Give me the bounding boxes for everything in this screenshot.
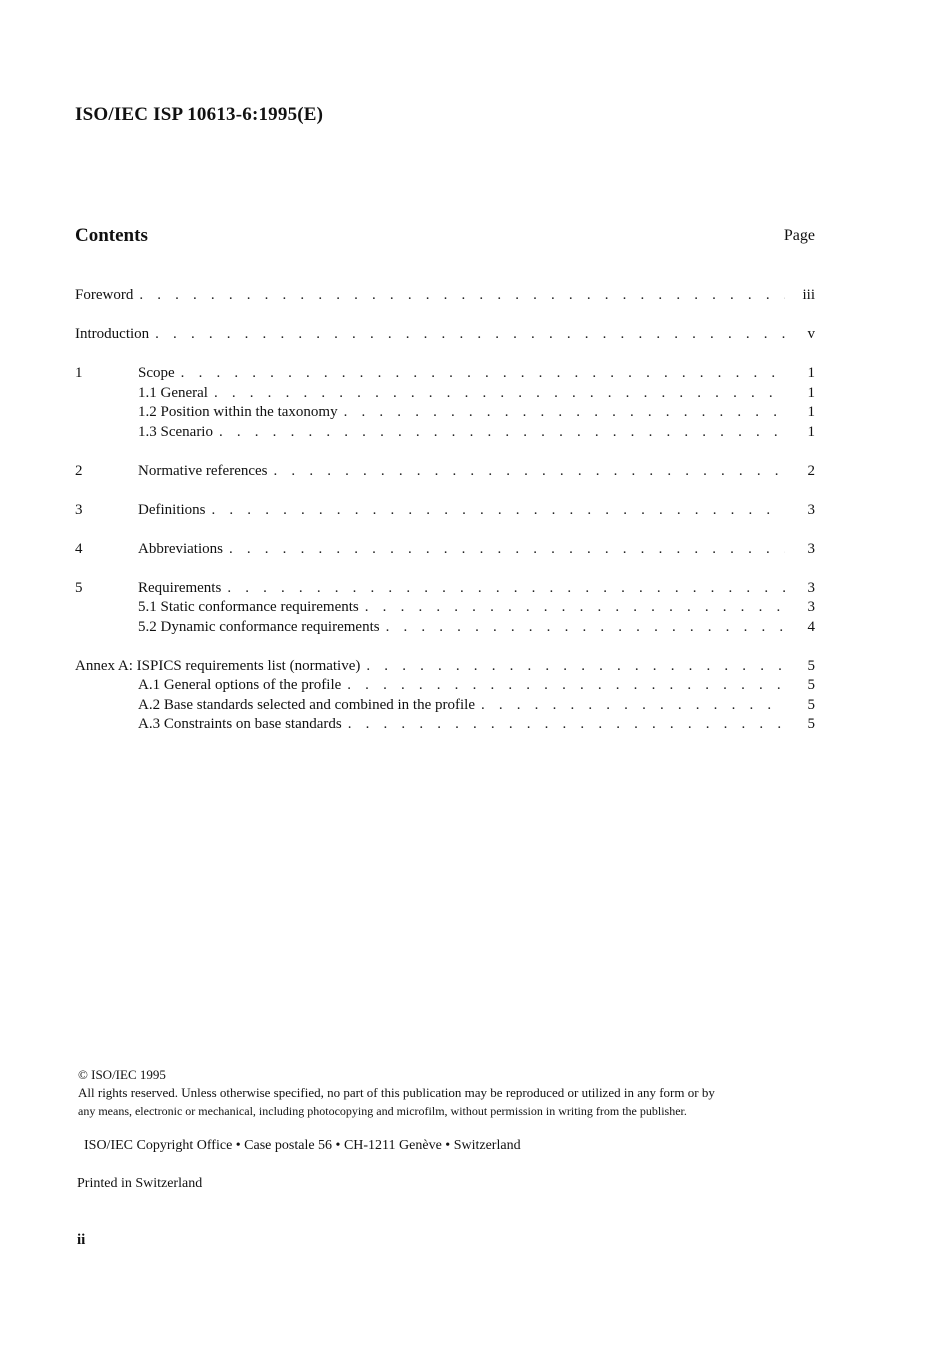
dot-leader [274, 462, 785, 482]
toc-section-number: 3 [75, 501, 83, 518]
toc-entry-dynamic-conformance[interactable] [75, 618, 815, 638]
copyright-line: © ISO/IEC 1995 [78, 1067, 166, 1082]
toc-entry-requirements[interactable] [75, 579, 815, 599]
toc-page-number: 3 [807, 501, 815, 518]
toc-entry-label: 5.1 Static conformance requirements [138, 598, 365, 618]
page-number: ii [77, 1232, 86, 1248]
toc-entry-general[interactable] [75, 384, 815, 404]
dot-leader [347, 676, 785, 696]
toc-entry-label: A.3 Constraints on base standards [138, 715, 348, 735]
toc-page-number: 1 [807, 365, 815, 381]
toc-entry-label: A.1 General options of the profile [138, 676, 347, 696]
toc-section-number: 1 [75, 365, 83, 381]
dot-leader [227, 579, 785, 599]
toc-entry-label: Annex A: ISPICS requirements list (normative) [75, 657, 366, 677]
copyright-notice [78, 1066, 823, 1120]
dot-leader [155, 325, 785, 345]
toc-entry-abbreviations[interactable] [75, 540, 815, 560]
toc-entry-label: Normative references [138, 462, 274, 482]
toc-page-number: 3 [807, 540, 815, 557]
table-of-contents [75, 286, 815, 735]
toc-entry-foreword[interactable] [75, 286, 815, 306]
toc-entry-general-options[interactable] [75, 676, 815, 696]
toc-section-number: 5 [75, 579, 83, 596]
toc-page-number: 1 [807, 404, 815, 420]
dot-leader [181, 364, 785, 384]
toc-entry-label: Scope [138, 364, 181, 384]
dot-leader [386, 618, 785, 638]
toc-entry-base-standards[interactable] [75, 696, 815, 716]
toc-entry-label: 1.2 Position within the taxonomy [138, 403, 344, 423]
toc-page-number: v [807, 326, 815, 342]
toc-page-number: 1 [807, 423, 815, 440]
toc-page-number: 5 [807, 696, 815, 713]
toc-section-number: 2 [75, 462, 83, 479]
toc-page-number: 2 [807, 462, 815, 479]
toc-entry-annex-a[interactable] [75, 657, 815, 677]
toc-entry-constraints[interactable] [75, 715, 815, 735]
dot-leader [348, 715, 785, 735]
dot-leader [481, 696, 785, 716]
toc-page-number: 5 [807, 677, 815, 693]
copyright-office-address: ISO/IEC Copyright Office • Case postale 56 • CH-1211 Genève • Switzerland [84, 1138, 521, 1153]
toc-entry-definitions[interactable] [75, 501, 815, 521]
dot-leader [366, 657, 785, 677]
toc-page-number: 5 [807, 716, 815, 732]
toc-page-number: 3 [807, 579, 815, 596]
toc-entry-normative-references[interactable] [75, 462, 815, 482]
toc-page-number: iii [802, 287, 815, 303]
toc-entry-static-conformance[interactable] [75, 598, 815, 618]
page-column-label: Page [783, 227, 815, 244]
contents-heading: Contents [75, 225, 148, 246]
dot-leader [229, 540, 785, 560]
dot-leader [365, 598, 785, 618]
dot-leader [219, 423, 785, 443]
toc-entry-label: Requirements [138, 579, 227, 599]
dot-leader [212, 501, 786, 521]
toc-entry-label: Abbreviations [138, 540, 229, 560]
document-id-header: ISO/IEC ISP 10613-6:1995(E) [75, 104, 324, 125]
toc-entry-scenario[interactable] [75, 423, 815, 443]
toc-entry-label: Foreword [75, 286, 139, 306]
toc-page-number: 5 [807, 657, 815, 674]
toc-entry-label: Introduction [75, 325, 155, 345]
toc-page-number: 3 [807, 599, 815, 615]
toc-entry-label: 5.2 Dynamic conformance requirements [138, 618, 386, 638]
dot-leader [139, 286, 785, 306]
toc-page-number: 4 [807, 618, 815, 635]
toc-entry-introduction[interactable] [75, 325, 815, 345]
toc-entry-label: 1.3 Scenario [138, 423, 219, 443]
dot-leader [214, 384, 785, 404]
toc-entry-label: 1.1 General [138, 384, 214, 404]
rights-statement-line-1: All rights reserved. Unless otherwise specified, no part of this publication may be reproduced or utilized in any form or by [78, 1085, 715, 1100]
printed-in-note: Printed in Switzerland [77, 1176, 203, 1191]
toc-entry-position-taxonomy[interactable] [75, 403, 815, 423]
toc-entry-scope[interactable] [75, 364, 815, 384]
toc-section-number: 4 [75, 540, 83, 557]
toc-entry-label: Definitions [138, 501, 212, 521]
toc-page-number: 1 [807, 384, 815, 401]
rights-statement-line-2: any means, electronic or mechanical, including photocopying and microfilm, without permission in writing from the publisher. [78, 1104, 687, 1118]
dot-leader [344, 403, 785, 423]
toc-entry-label: A.2 Base standards selected and combined in the profile [138, 696, 481, 716]
